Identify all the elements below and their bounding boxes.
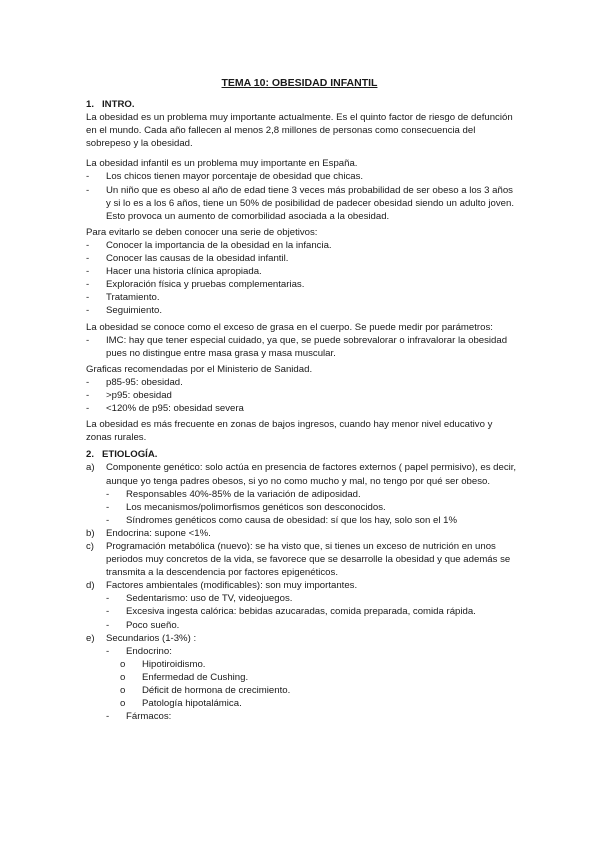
- list-item: o Enfermedad de Cushing.: [120, 671, 249, 683]
- section-1-heading: [86, 98, 520, 111]
- list-item: - Hacer una historia clínica apropiada.: [86, 266, 262, 278]
- list-item: - Síndromes genéticos como causa de obesidad: sí que los hay, solo son el 1%: [106, 514, 458, 526]
- list-item: o Patología hipotalámica.: [120, 698, 242, 710]
- section-number: 2.: [86, 449, 95, 461]
- paragraph: Para evitarlo se deben conocer una serie de objetivos:: [86, 226, 318, 238]
- list-item: - Los mecanismos/polimorfismos genéticos son desconocidos.: [106, 501, 386, 513]
- list-item: o Déficit de hormona de crecimiento.: [120, 685, 291, 697]
- list-item: - p85-95: obesidad.: [86, 376, 183, 388]
- list-item: - Poco sueño.: [106, 619, 180, 631]
- list-item: - Un niño que es obeso al año de edad tiene 3 veces más probabilidad de ser obeso a los 3 años y si lo es a los 6 años, tiene un 50% de posibilidad de padecer obesidad siendo un adulto joven. Esto provoca un aumento de comorbilidad asociada a la obesidad.: [86, 184, 515, 222]
- paragraph: La obesidad es más frecuente en zonas de bajos ingresos, cuando hay menor nivel educativo y zonas rurales.: [86, 419, 493, 444]
- section-number: 1.: [86, 99, 95, 110]
- list-item: - IMC: hay que tener especial cuidado, ya que, se puede sobrevalorar o infravalorar la obesidad pues no distingue entre masa grasa y masa muscular.: [86, 334, 508, 359]
- list-item: - <120% de p95: obesidad severa: [86, 403, 244, 415]
- list-item: - Tratamiento.: [86, 292, 160, 304]
- list-item: - Conocer la importancia de la obesidad en la infancia.: [86, 239, 332, 251]
- list-item: a) Componente genético: solo actúa en presencia de factores externos ( papel permisivo), es decir, aunque yo tenga padres obesos, si yo no como mucho y mal, no tengo por qué ser obeso.: [86, 462, 517, 487]
- list-item: - Responsables 40%-85% de la variación de adiposidad.: [106, 488, 361, 500]
- list-item: c) Programación metabólica (nuevo): se ha visto que, si tienes un exceso de nutrición en unos periodos muy concretos de la vida, se favorece que se desarrolle la obesidad y que además se transmita a la descendencia por factores epigenéticos.: [86, 541, 511, 579]
- list-item: b) Endocrina: supone <1%.: [86, 527, 211, 539]
- list-item: - Los chicos tienen mayor porcentaje de obesidad que chicas.: [86, 171, 364, 183]
- paragraph: La obesidad es un problema muy importante actualmente. Es el quinto factor de riesgo de defunción en el mundo. Cada año fallecen al menos 2,8 millones de personas como consecuencia del sobrepeso y la obesidad.: [86, 112, 513, 150]
- document-body: [86, 94, 520, 723]
- list-item: d) Factores ambientales (modificables): son muy importantes.: [86, 580, 358, 592]
- paragraph: La obesidad infantil es un problema muy importante en España.: [86, 158, 358, 170]
- document-title: TEMA 10: OBESIDAD INFANTIL: [221, 77, 378, 89]
- list-item: - Fármacos:: [106, 711, 172, 723]
- section-title: INTRO.: [102, 99, 135, 110]
- section-title: ETIOLOGÍA.: [102, 449, 158, 461]
- list-item: e) Secundarios (1-3%) :: [86, 632, 197, 644]
- list-item: - >p95: obesidad: [86, 389, 172, 401]
- paragraph: La obesidad se conoce como el exceso de grasa en el cuerpo. Se puede medir por parámetros:: [86, 321, 493, 333]
- section-2-heading: [86, 448, 520, 461]
- list-item: o Hipotiroidismo.: [120, 658, 206, 670]
- list-item: - Sedentarismo: uso de TV, videojuegos.: [106, 593, 293, 605]
- list-item: - Seguimiento.: [86, 305, 162, 317]
- list-item: - Conocer las causas de la obesidad infantil.: [86, 253, 289, 265]
- list-item: - Excesiva ingesta calórica: bebidas azucaradas, comida preparada, comida rápida.: [106, 606, 476, 618]
- paragraph: Graficas recomendadas por el Ministerio de Sanidad.: [86, 363, 313, 375]
- list-item: - Exploración física y pruebas complementarias.: [86, 279, 305, 291]
- list-item: - Endocrino:: [106, 645, 172, 657]
